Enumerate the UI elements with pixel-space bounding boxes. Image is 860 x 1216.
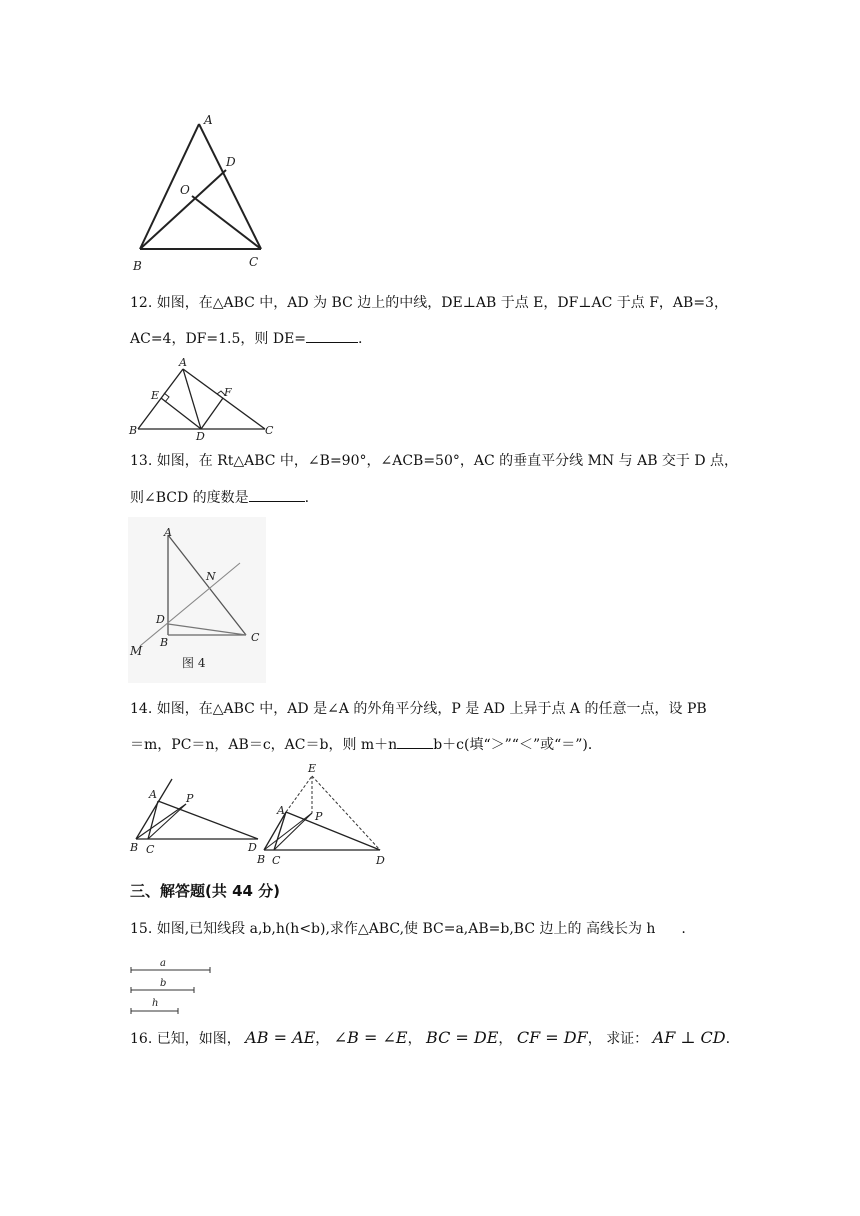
- condition-3: BC = DE: [426, 1028, 499, 1047]
- punctuation: .: [358, 331, 363, 347]
- question-text: 如图，在△ABC 中，AD 是∠A 的外角平分线，P 是 AD 上异于点 A 的任意一点，设 PB: [156, 701, 707, 717]
- answer-blank[interactable]: [397, 733, 433, 749]
- label-C: C: [272, 854, 281, 867]
- proof-label: 求证：: [606, 1031, 649, 1047]
- condition-4: CF = DF: [516, 1028, 588, 1047]
- separator: ，: [587, 1031, 602, 1047]
- label-D: D: [196, 430, 205, 440]
- label-D: D: [376, 854, 385, 867]
- question-13-line2: [130, 486, 309, 508]
- label-A: A: [204, 113, 213, 127]
- segment-label-b: b: [160, 978, 167, 989]
- label-D: D: [248, 841, 257, 854]
- answer-blank[interactable]: [249, 486, 305, 502]
- label-E: E: [151, 389, 160, 402]
- question-12-line2: [130, 327, 362, 349]
- question-text: 如图,已知线段 a,b,h(h<b),求作△ABC,使 BC=a,AB=b,BC 边上的 高线长为 h: [156, 921, 656, 937]
- question-number: 13.: [130, 453, 153, 469]
- figure-q13-right-triangle: [128, 517, 266, 683]
- figure-q15-segments: [128, 955, 218, 1017]
- question-text: 如图，在 Rt△ABC 中，∠B=90°，∠ACB=50°，AC 的垂直平分线 MN 与 AB 交于 D 点，: [156, 453, 739, 469]
- label-D: D: [226, 155, 236, 169]
- separator: ，: [407, 1031, 422, 1047]
- question-16: [130, 1028, 730, 1049]
- label-A: A: [179, 356, 187, 369]
- label-N: N: [206, 570, 216, 583]
- label-P: P: [315, 810, 323, 823]
- question-text: AC=4，DF=1.5，则 DE=: [130, 331, 307, 347]
- label-C: C: [251, 631, 260, 644]
- label-O: O: [180, 183, 190, 197]
- separator: ，: [315, 1031, 330, 1047]
- figure-caption: 图 4: [182, 656, 206, 670]
- question-number: 15.: [130, 921, 153, 937]
- segment-label-a: a: [160, 958, 166, 969]
- question-14-line2: [130, 733, 602, 755]
- punctuation: .: [725, 1031, 731, 1047]
- question-12-line1: [130, 293, 728, 313]
- question-text: 已知，如图，: [156, 1031, 241, 1047]
- section-heading: 三、解答题(共 44 分): [130, 882, 281, 900]
- question-text: 如图，在△ABC 中，AD 为 BC 边上的中线，DE⊥AB 于点 E，DF⊥AC 于点 F，AB=3，: [156, 295, 728, 311]
- question-number: 14.: [130, 701, 153, 717]
- segment-label-h: h: [152, 998, 159, 1009]
- label-B: B: [160, 636, 169, 649]
- label-A: A: [164, 526, 172, 539]
- question-14-line1: [130, 699, 707, 719]
- label-P: P: [186, 792, 194, 805]
- punctuation: .: [304, 490, 310, 506]
- question-text: 则∠BCD 的度数是: [130, 490, 249, 506]
- label-C: C: [146, 843, 155, 856]
- label-B: B: [133, 259, 142, 273]
- condition-1: AB = AE: [245, 1028, 316, 1047]
- label-B: B: [257, 853, 266, 866]
- label-A: A: [149, 788, 157, 801]
- figure-q14-right: [252, 760, 390, 870]
- answer-blank[interactable]: [306, 327, 358, 343]
- question-text: ＝m，PC＝n，AB＝c，AC＝b，则 m＋n: [130, 737, 398, 753]
- question-number: 16.: [130, 1031, 153, 1047]
- label-C: C: [249, 255, 259, 269]
- label-B: B: [130, 841, 139, 854]
- condition-2: ∠B = ∠E: [333, 1028, 408, 1047]
- figure-q12-triangle: [128, 356, 278, 440]
- question-number: 12.: [130, 295, 153, 311]
- question-13-line1: [130, 451, 738, 471]
- figure-q14-left: [128, 775, 263, 857]
- label-C: C: [265, 424, 274, 437]
- question-text: b＋c(填“＞”“＜”或“＝”)．: [433, 737, 602, 753]
- label-M: M: [130, 644, 143, 658]
- label-B: B: [129, 424, 138, 437]
- label-A: A: [277, 804, 285, 817]
- figure-q11-triangle: [128, 110, 278, 275]
- punctuation: .: [681, 921, 686, 937]
- question-15: [130, 919, 686, 939]
- label-D: D: [156, 613, 165, 626]
- separator: ，: [498, 1031, 513, 1047]
- label-E: E: [308, 762, 317, 775]
- proof-goal: AF ⊥ CD: [652, 1028, 726, 1047]
- label-F: F: [224, 386, 232, 399]
